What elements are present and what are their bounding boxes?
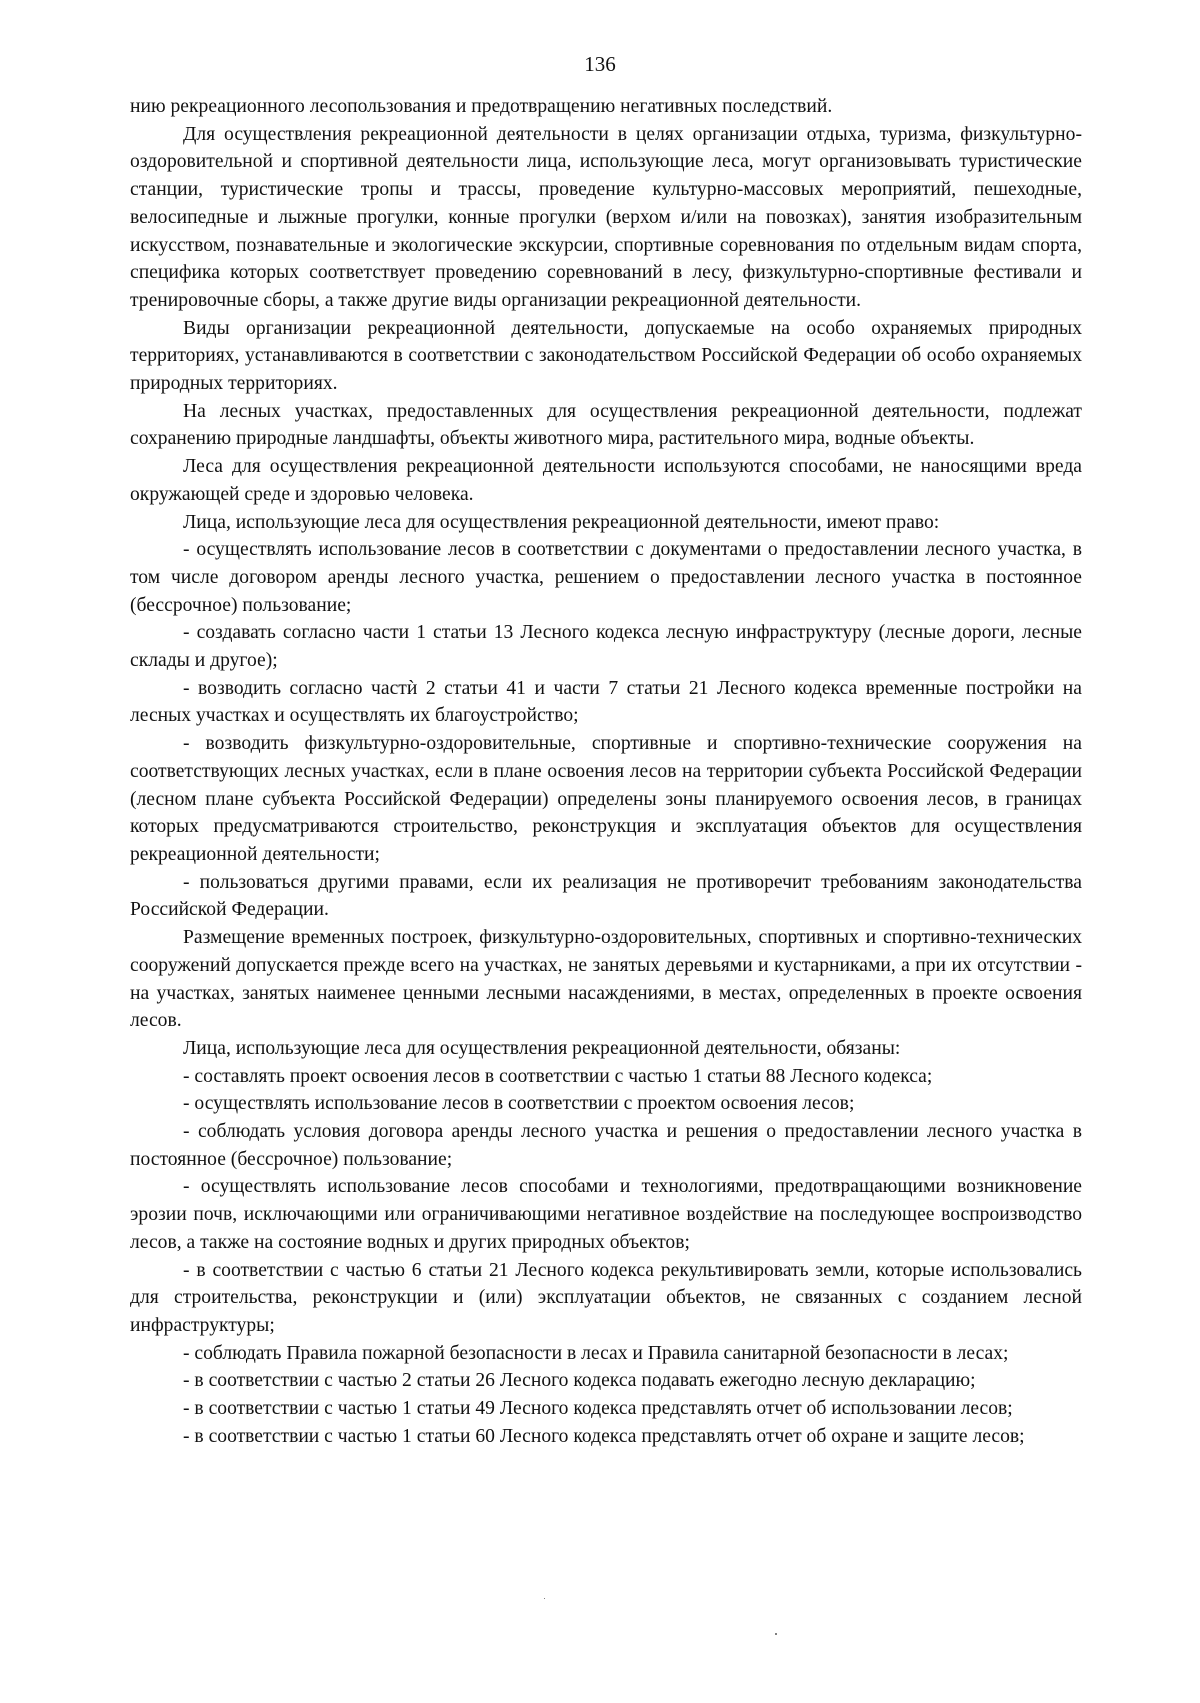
document-body [130, 93, 1082, 1450]
list-item: - в соответствии с частью 2 статьи 26 Лесного кодекса подавать ежегодно лесную декларацию; [183, 1370, 976, 1392]
paragraph: Размещение временных построек, физкультурно-оздоровительных, спортивных и спортивно-технических сооружений допускается прежде всего на участках, не занятых деревьями и кустарниками, а при их отсутствии - на участках, занятых наименее ценными лесными насаждениями, в местах, определенных в проекте освоения лесов. [130, 927, 1082, 1032]
list-item: - в соответствии с частью 1 статьи 60 Лесного кодекса представлять отчет об охране и защите лесов; [183, 1425, 1025, 1447]
list-item: - соблюдать Правила пожарной безопасности в лесах и Правила санитарной безопасности в лесах; [183, 1342, 1009, 1364]
list-item: - составлять проект освоения лесов в соответствии с частью 1 статьи 88 Лесного кодекса; [183, 1065, 933, 1087]
page-number: 136 [584, 52, 616, 76]
paragraph: Для осуществления рекреационной деятельности в целях организации отдыха, туризма, физкультурно-оздоровительной и спортивной деятельности лица, использующие леса, могут организовывать туристические станции, туристические тропы и трассы, проведение культурно-массовых мероприятий, пешеходные, велосипедные и лыжные прогулки, конные прогулки (верхом и/или на повозках), занятия изобразительным искусством, познавательные и экологические экскурсии, спортивные соревнования по отдельным видам спорта, специфика которых соответствует проведению соревнований в лесу, физкультурно-спортивные фестивали и тренировочные сборы, а также другие виды организации рекреационной деятельности. [130, 123, 1082, 311]
list-item: - соблюдать условия договора аренды лесного участка и решения о предоставлении лесного участка в постоянное (бессрочное) пользование; [130, 1121, 1082, 1170]
list-item: - осуществлять использование лесов в соответствии с проектом освоения лесов; [183, 1093, 855, 1115]
list-item: - возводить физкультурно-оздоровительные, спортивные и спортивно-технические сооружения на соответствующих лесных участках, если в плане освоения лесов на территории субъекта Российской Федерации (лесном плане субъекта Российской Федерации) определены зоны планируемого освоения лесов, в границах которых предусматриваются строительство, реконструкция и эксплуатация объектов для осуществления рекреационной деятельности; [130, 733, 1082, 865]
list-item: - в соответствии с частью 6 статьи 21 Лесного кодекса рекультивировать земли, которые использовались для строительства, реконструкции и (или) эксплуатации объектов, не связанных с созданием лесной инфраструктуры; [130, 1259, 1082, 1336]
list-item: - осуществлять использование лесов способами и технологиями, предотвращающими возникновение эрозии почв, исключающими или ограничивающими негативное воздействие на последующее воспроизводство лесов, а также на состояние водных и других природных объектов; [130, 1176, 1082, 1253]
list-item: - осуществлять использование лесов в соответствии с документами о предоставлении лесного участка, в том числе договором аренды лесного участка, решением о предоставлении лесного участка в постоянное (бессрочное) пользование; [130, 539, 1082, 616]
scan-speck [544, 1598, 545, 1599]
paragraph: Виды организации рекреационной деятельности, допускаемые на особо охраняемых природных территориях, устанавливаются в соответствии с законодательством Российской Федерации об особо охраняемых природных территориях. [130, 317, 1082, 395]
list-item: - пользоваться другими правами, если их реализация не противоречит требованиям законодательства Российской Федерации. [130, 871, 1082, 921]
paragraph: На лесных участках, предоставленных для осуществления рекреационной деятельности, подлежат сохранению природные ландшафты, объекты животного мира, растительного мира, водные объекты. [130, 400, 1082, 450]
paragraph: Лица, использующие леса для осуществления рекреационной деятельности, имеют право: [183, 511, 940, 533]
list-item: - возводить согласно частѝ 2 статьи 41 и части 7 статьи 21 Лесного кодекса временные постройки на лесных участках и осуществлять их благоустройство; [130, 677, 1082, 727]
scan-speck [775, 1633, 777, 1635]
paragraph: Леса для осуществления рекреационной деятельности используются способами, не наносящими вреда окружающей среде и здоровью человека. [130, 456, 1082, 505]
paragraph: Лица, использующие леса для осуществления рекреационной деятельности, обязаны: [183, 1037, 901, 1059]
paragraph-continuation: нию рекреационного лесопользования и предотвращению негативных последствий. [130, 96, 833, 117]
list-item: - в соответствии с частью 1 статьи 49 Лесного кодекса представлять отчет об использовании лесов; [183, 1398, 1013, 1420]
list-item: - создавать согласно части 1 статьи 13 Лесного кодекса лесную инфраструктуру (лесные дороги, лесные склады и другое); [130, 622, 1082, 672]
